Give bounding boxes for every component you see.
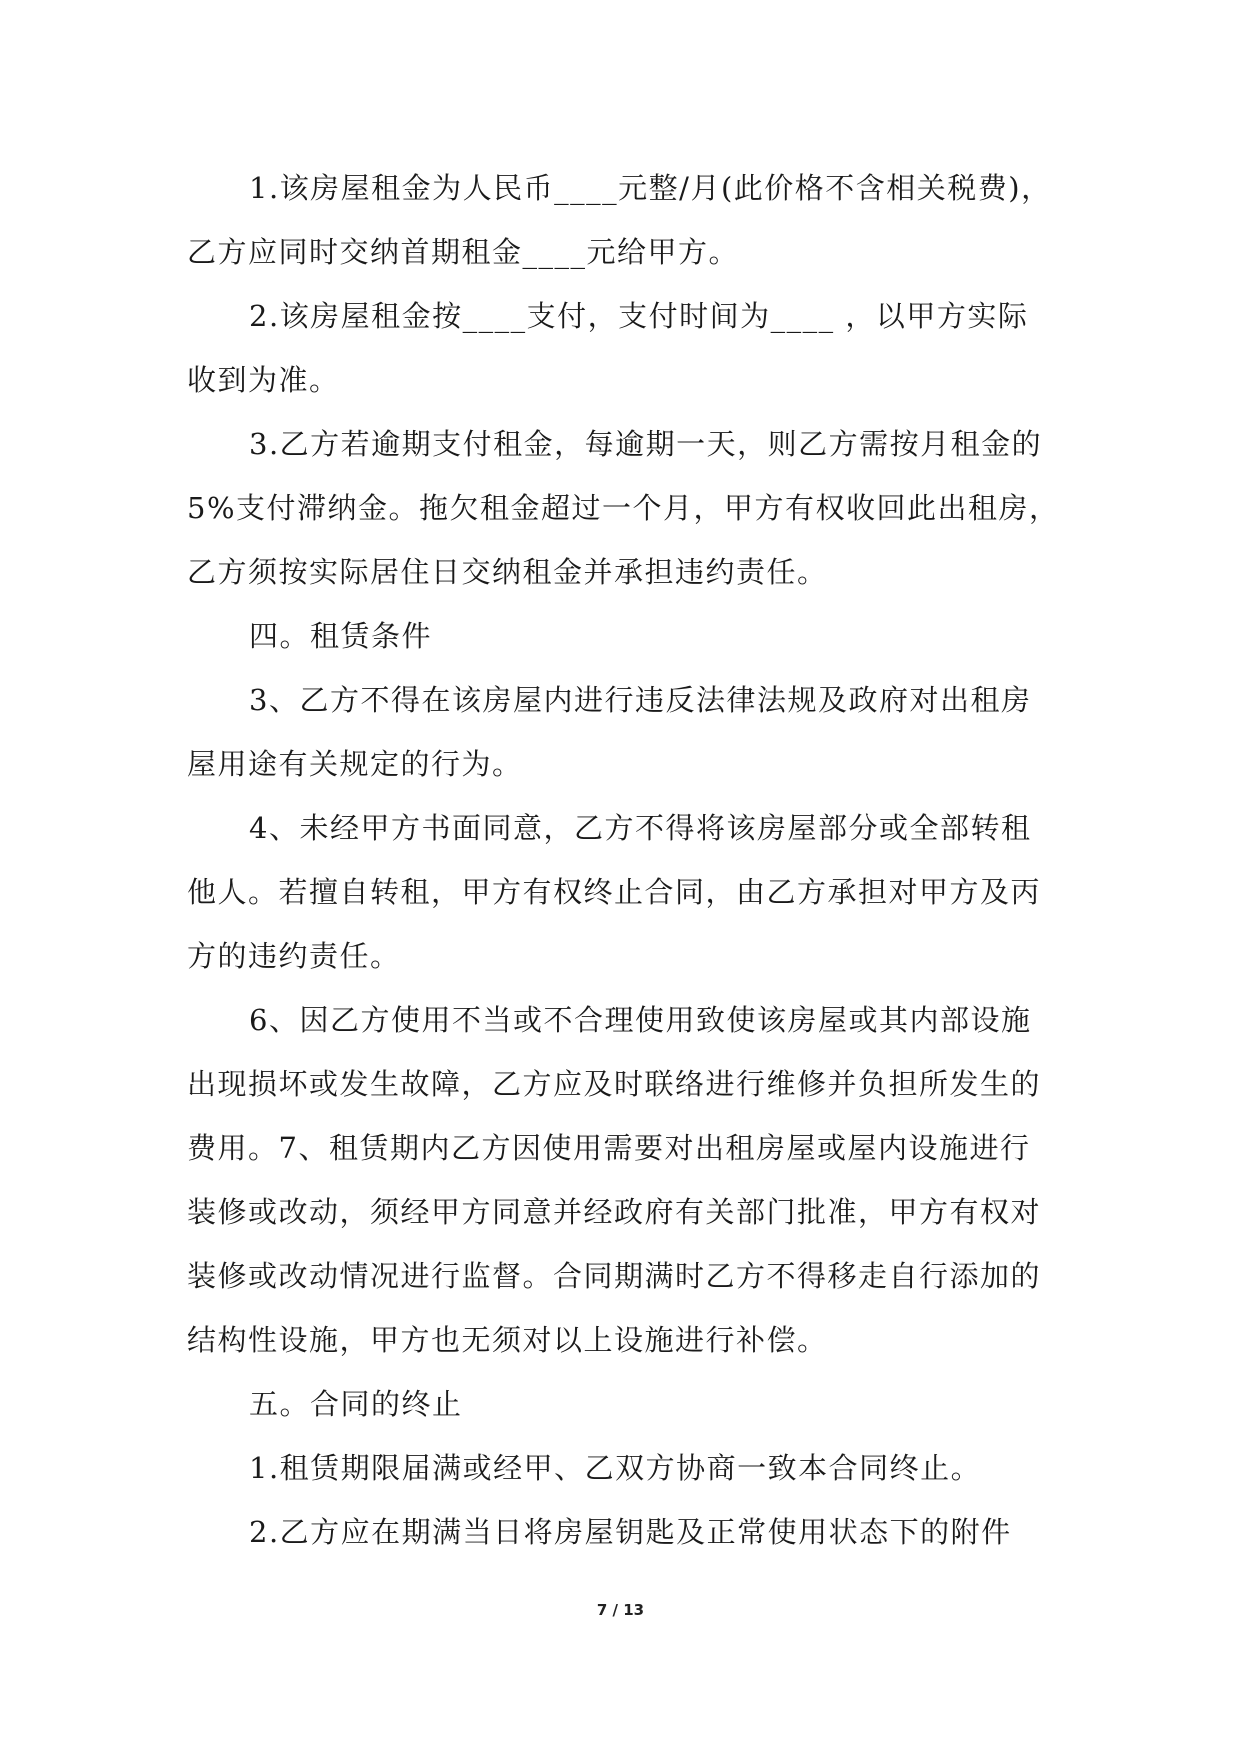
text-line: 乙方须按实际居住日交纳租金并承担违约责任。	[187, 555, 828, 589]
text-line: 他人。若擅自转租，甲方有权终止合同，由乙方承担对甲方及丙	[187, 875, 1042, 909]
text-line: 乙方应同时交纳首期租金____元给甲方。	[187, 235, 740, 269]
text-line: 四。租赁条件	[249, 619, 433, 653]
text-line: 收到为准。	[187, 363, 340, 397]
text-line: 1.该房屋租金为人民币____元整/月(此价格不含相关税费)，	[249, 171, 1052, 205]
text-line: 3.乙方若逾期支付租金，每逾期一天，则乙方需按月租金的	[249, 427, 1043, 461]
text-line: 屋用途有关规定的行为。	[187, 747, 523, 781]
text-line: 2.乙方应在期满当日将房屋钥匙及正常使用状态下的附件	[249, 1515, 1012, 1549]
text-line: 1.租赁期限届满或经甲、乙双方协商一致本合同终止。	[249, 1451, 982, 1485]
text-line: 6、因乙方使用不当或不合理使用致使该房屋或其内部设施	[249, 1003, 1032, 1037]
text-line: 费用。7、租赁期内乙方因使用需要对出租房屋或屋内设施进行	[187, 1131, 1031, 1165]
text-line: 结构性设施，甲方也无须对以上设施进行补偿。	[187, 1323, 828, 1357]
text-line: 3、乙方不得在该房屋内进行违反法律法规及政府对出租房	[249, 683, 1032, 717]
page-number: 7 / 13	[596, 1601, 645, 1619]
text-line: 五。合同的终止	[249, 1387, 463, 1421]
text-line: 出现损坏或发生故障，乙方应及时联络进行维修并负担所发生的	[187, 1067, 1042, 1101]
document-body	[187, 156, 1060, 1564]
text-line: 2.该房屋租金按____支付，支付时间为____ ，以甲方实际	[249, 299, 1029, 333]
text-line: 4、未经甲方书面同意，乙方不得将该房屋部分或全部转租	[249, 811, 1032, 845]
text-line: 装修或改动，须经甲方同意并经政府有关部门批准，甲方有权对	[187, 1195, 1042, 1229]
text-line: 装修或改动情况进行监督。合同期满时乙方不得移走自行添加的	[187, 1259, 1042, 1293]
text-line: 方的违约责任。	[187, 939, 401, 973]
text-line: 5%支付滞纳金。拖欠租金超过一个月，甲方有权收回此出租房，	[187, 491, 1060, 525]
